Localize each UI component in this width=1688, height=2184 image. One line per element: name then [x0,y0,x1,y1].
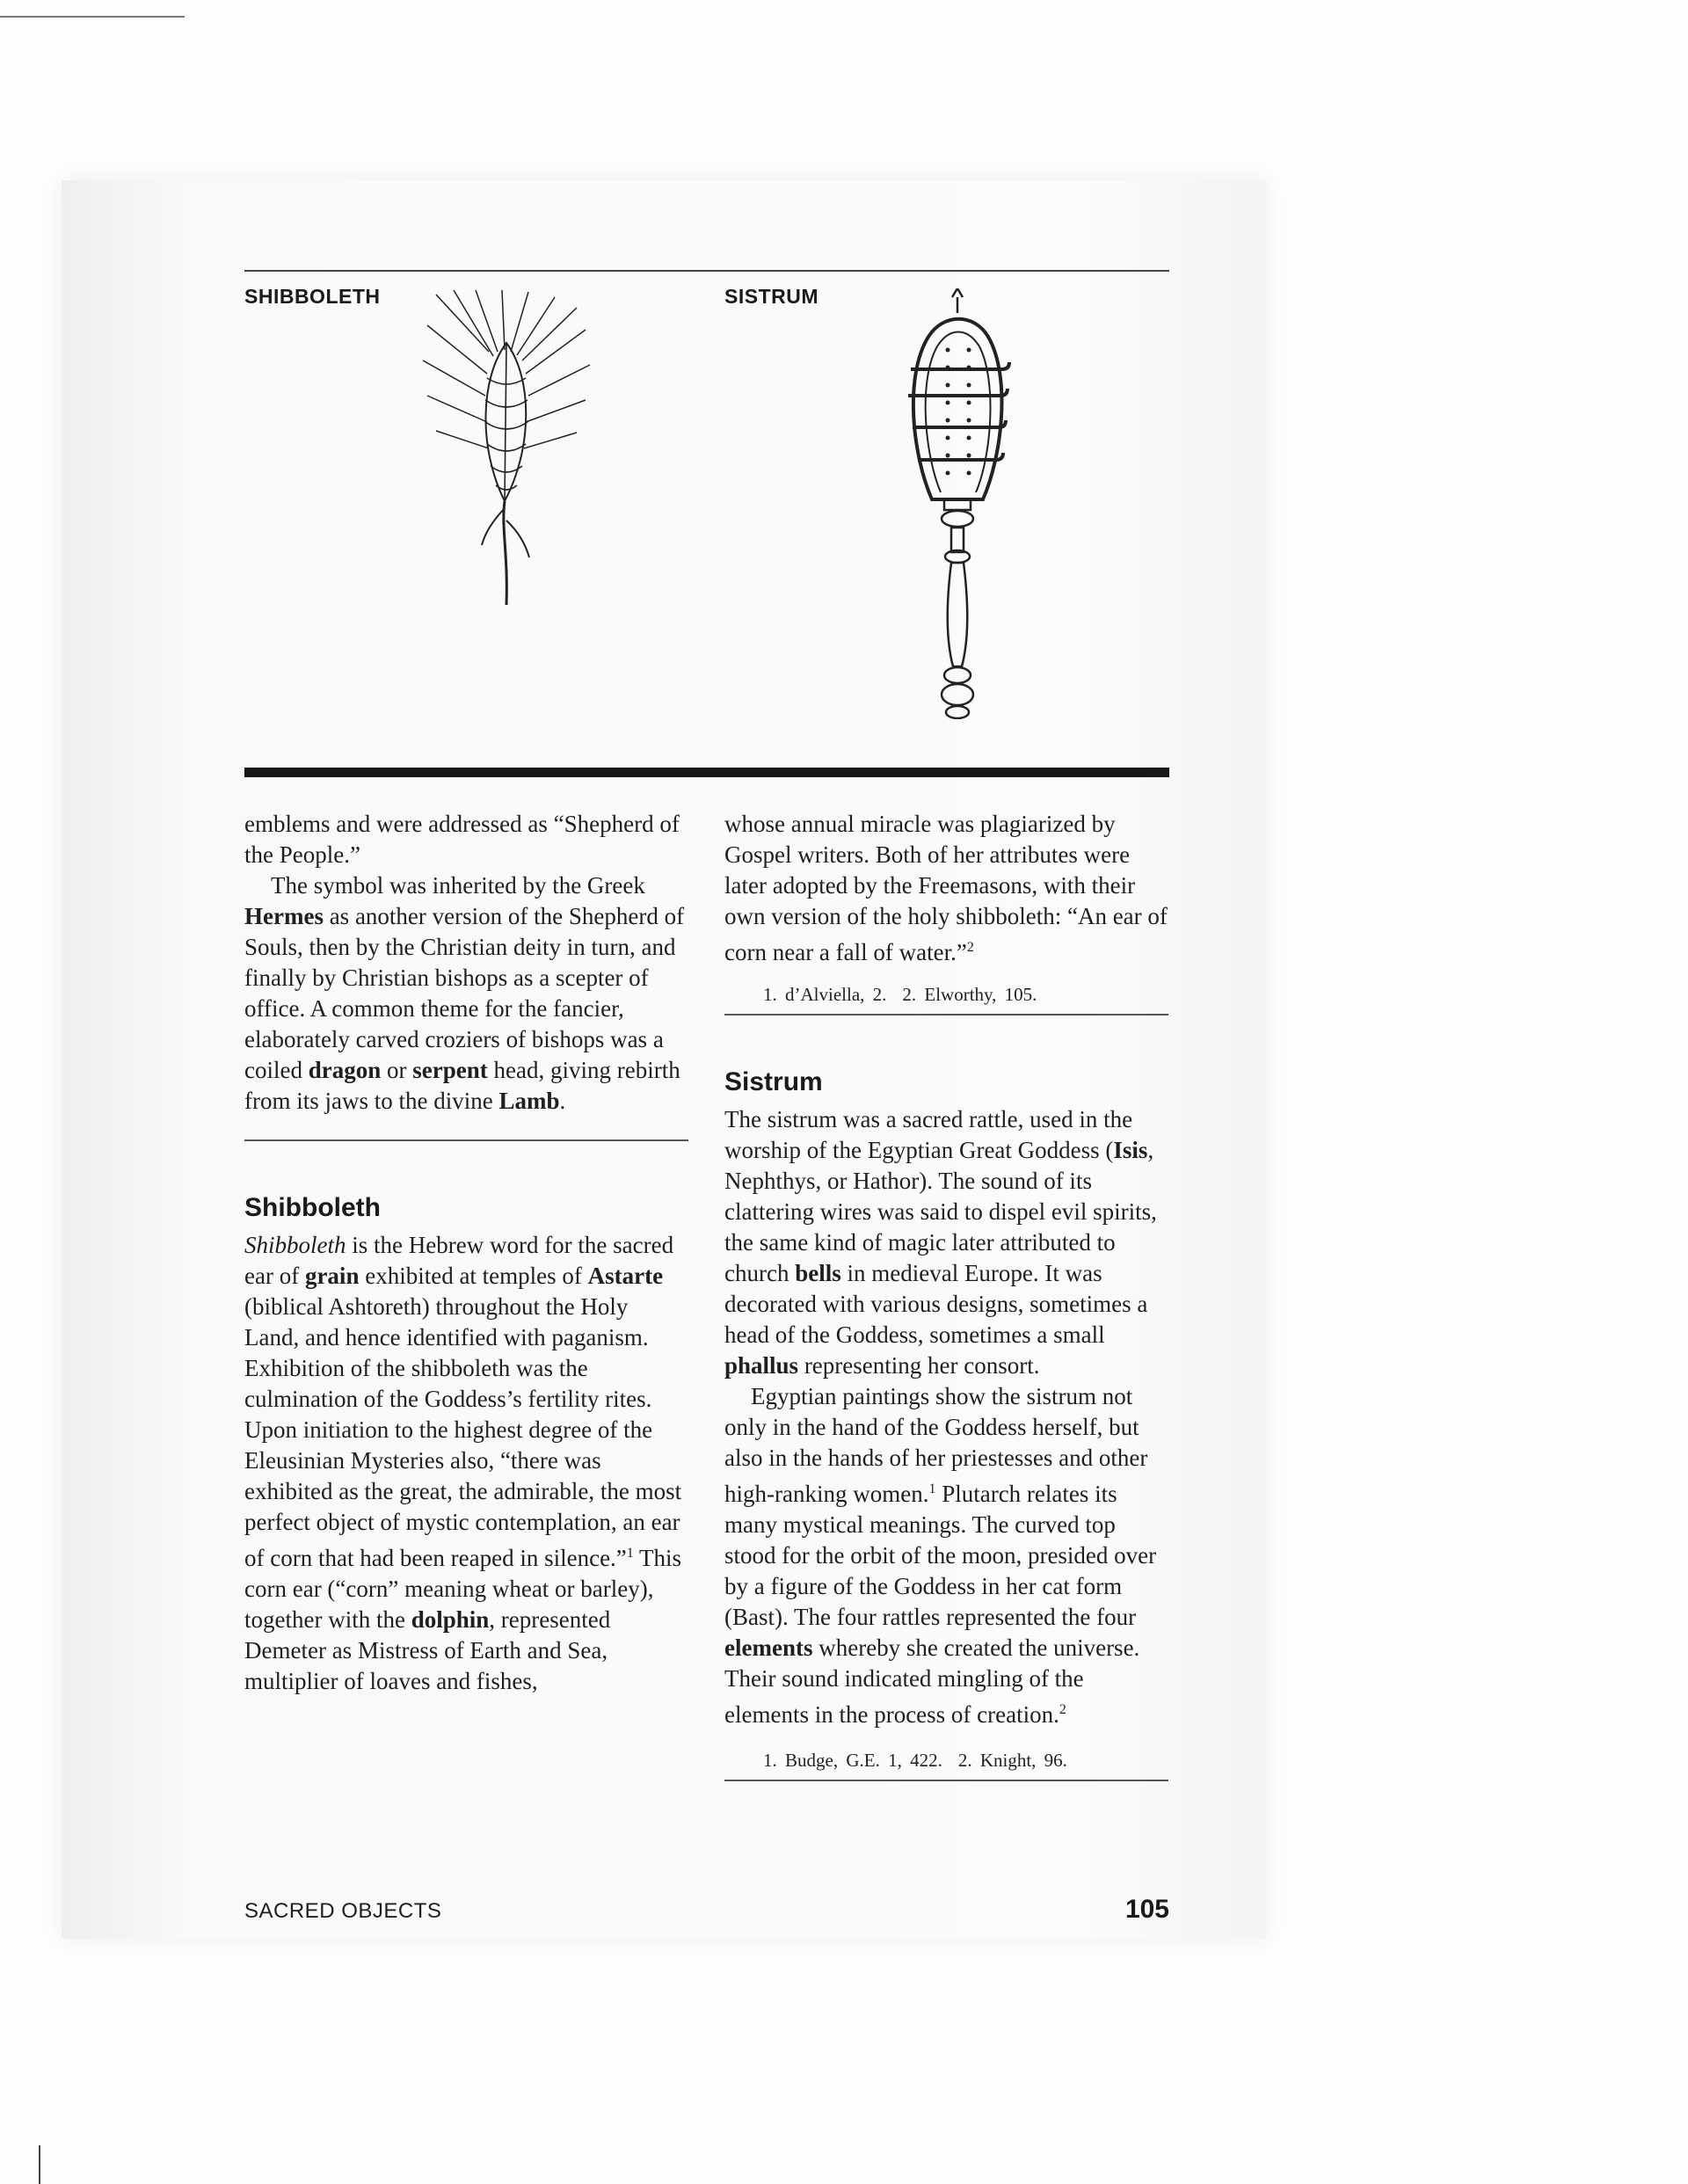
figure-label-shibboleth: SHIBBOLETH [244,285,381,308]
scan-edge-line [39,2145,40,2184]
sistrum-icon [860,288,1062,719]
wheat-ear-icon [401,290,612,607]
paragraph: Egyptian paintings show the sistrum not only in the hand of the Goddess herself, but also in the hands of her priestesses and other high-ranking women.$^1$ Plutarch relates its many mystical meanings. The curved top stood for the orbit of the moon, presided over by a figure of the Goddess in her cat form (Bast). The four rattles represented the four elements whereby she created the universe. Their sound indicated mingling of the elements in the process of creation.$^2$ [724,1383,1157,1728]
paragraph: The sistrum was a sacred rattle, used in the worship of the Egyptian Great Goddess (Isis, Nephthys, or Hathor). The sound of its clattering wires was said to dispel evil spirits, the same kind of magic later attributed to church bells in medieval Europe. It was decorated with various designs, sometimes a head of the Goddess, sometimes a small phallus representing her consort. [724,1106,1157,1379]
footnotes: 1. Budge, G.E. 1, 422. 2. Knight, 96. [763,1750,1067,1771]
section-separator [724,1780,1168,1781]
heavy-rule [244,768,1169,777]
section-separator [724,1014,1168,1016]
page-number: 105 [1124,1895,1169,1924]
right-column [724,809,1168,1781]
footnotes: 1. d’Alviella, 2. 2. Elworthy, 105. [763,984,1037,1005]
section-heading-shibboleth: Shibboleth [244,1193,381,1222]
figure-label-sistrum: SISTRUM [724,285,819,308]
scan-edge-line [0,16,185,18]
left-column [244,809,688,1697]
book-page [244,0,1169,2184]
section-heading-sistrum: Sistrum [724,1067,823,1096]
running-footer: SACRED OBJECTS [244,1899,442,1923]
paragraph: Shibboleth is the Hebrew word for the sacred ear of grain exhibited at temples of Astarte (biblical Ashtoreth) throughout the Holy Land, and hence identified with paganism. Exhibition of the shibboleth was the culmination of the Goddess’s fertility rites. Upon initiation to the highest degree of the Eleusinian Mysteries also, “there was exhibited as the great, the admirable, the most perfect object of mystic contemplation, an ear of corn that had been reaped in silence.”$^1$ This corn ear (“corn” meaning wheat or barley), together with the dolphin, represented Demeter as Mistress of Earth and Sea, multiplier of loaves and fishes, [244,1232,682,1694]
continued-text: emblems and were addressed as “Shepherd of the People.” [244,811,680,868]
top-rule [244,270,1169,272]
section-separator [244,1139,688,1141]
paragraph: The symbol was inherited by the Greek Hermes as another version of the Shepherd of Souls, then by the Christian deity in turn, and finally by Christian bishops as a scepter of office. A common theme for the fancier, elaborately carved croziers of bishops was a coiled dragon or serpent head, giving rebirth from its jaws to the divine Lamb. [244,872,685,1114]
continued-text: whose annual miracle was plagiarized by Gospel writers. Both of her attributes were later adopted by the Freemasons, with their own version of the holy shibboleth: “An ear of corn near a fall of water.”$^2$ [724,811,1168,965]
